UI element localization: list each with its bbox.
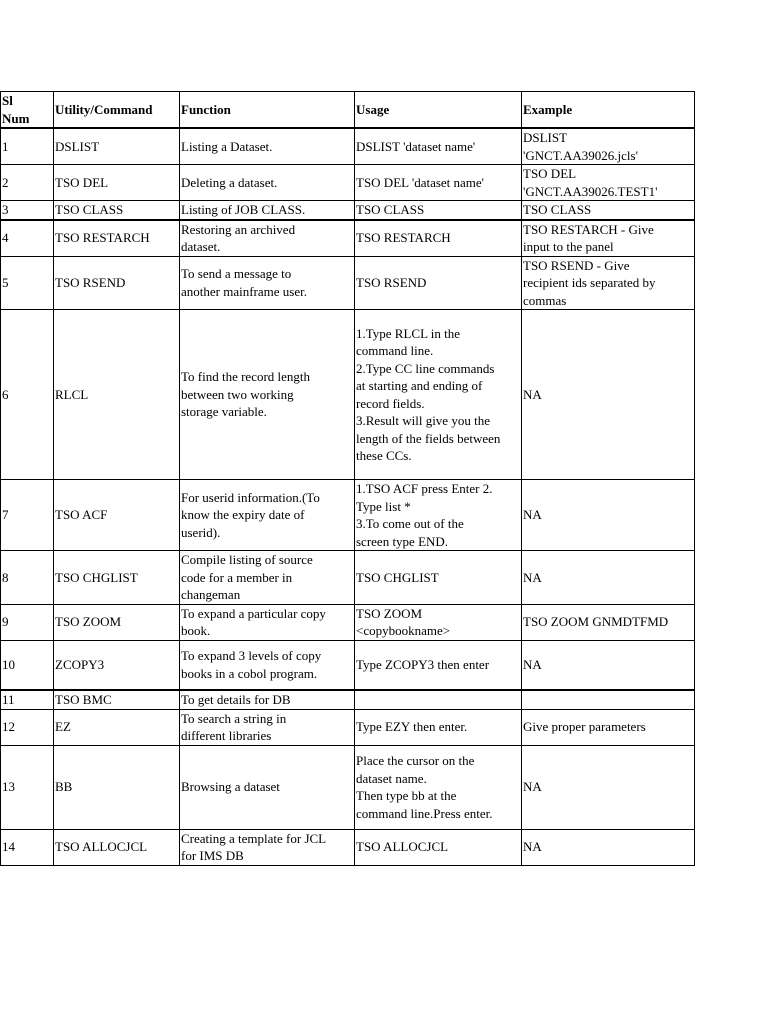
cell-function: To find the record length between two working storage variable. <box>180 310 355 480</box>
cell-num: 9 <box>1 604 54 640</box>
cell-command: TSO BMC <box>54 690 180 709</box>
cell-num: 12 <box>1 709 54 745</box>
cell-function: Creating a template for JCL for IMS DB <box>180 829 355 865</box>
table-row <box>1 604 695 640</box>
cell-usage: DSLIST 'dataset name' <box>355 128 522 165</box>
cell-example: TSO CLASS <box>522 201 695 220</box>
cell-example: Give proper parameters <box>522 709 695 745</box>
cell-usage: Place the cursor on the dataset name. Then type bb at the command line.Press enter. <box>355 745 522 829</box>
cell-command: ZCOPY3 <box>54 640 180 690</box>
cell-num: 5 <box>1 256 54 310</box>
table-row <box>1 640 695 690</box>
cell-usage: TSO DEL 'dataset name' <box>355 165 522 201</box>
cell-num: 11 <box>1 690 54 709</box>
cell-usage: Type ZCOPY3 then enter <box>355 640 522 690</box>
cell-function: To send a message to another mainframe user. <box>180 256 355 310</box>
header-utility-command: Utility/Command <box>54 92 180 129</box>
cell-usage: TSO CLASS <box>355 201 522 220</box>
cell-function: To search a string in different libraries <box>180 709 355 745</box>
cell-function: Listing a Dataset. <box>180 128 355 165</box>
header-example: Example <box>522 92 695 129</box>
cell-usage: TSO ALLOCJCL <box>355 829 522 865</box>
cell-function: To expand a particular copy book. <box>180 604 355 640</box>
cell-function: Compile listing of source code for a member in changeman <box>180 551 355 605</box>
cell-example: NA <box>522 640 695 690</box>
cell-usage: Type EZY then enter. <box>355 709 522 745</box>
cell-command: RLCL <box>54 310 180 480</box>
cell-function: To expand 3 levels of copy books in a cobol program. <box>180 640 355 690</box>
cell-num: 3 <box>1 201 54 220</box>
cell-num: 1 <box>1 128 54 165</box>
cell-function: For userid information.(To know the expiry date of userid). <box>180 480 355 551</box>
table-row <box>1 709 695 745</box>
cell-example: NA <box>522 551 695 605</box>
table-row <box>1 220 695 257</box>
cell-example <box>522 690 695 709</box>
cell-function: Restoring an archived dataset. <box>180 220 355 257</box>
cell-command: TSO DEL <box>54 165 180 201</box>
table-row <box>1 829 695 865</box>
cell-command: TSO RESTARCH <box>54 220 180 257</box>
cell-command: DSLIST <box>54 128 180 165</box>
cell-function: To get details for DB <box>180 690 355 709</box>
cell-num: 7 <box>1 480 54 551</box>
table-row <box>1 201 695 220</box>
cell-command: EZ <box>54 709 180 745</box>
cell-function: Browsing a dataset <box>180 745 355 829</box>
cell-command: TSO ZOOM <box>54 604 180 640</box>
table-row <box>1 551 695 605</box>
cell-command: BB <box>54 745 180 829</box>
cell-usage: 1.Type RLCL in the command line. 2.Type CC line commands at starting and ending of record fields. 3.Result will give you the length of the fields between these CCs. <box>355 310 522 480</box>
table-row <box>1 745 695 829</box>
table-row <box>1 128 695 165</box>
cell-num: 6 <box>1 310 54 480</box>
cell-usage: TSO CHGLIST <box>355 551 522 605</box>
cell-num: 8 <box>1 551 54 605</box>
cell-usage: TSO RESTARCH <box>355 220 522 257</box>
cell-command: TSO CLASS <box>54 201 180 220</box>
utility-command-table <box>0 91 695 866</box>
cell-example: TSO RESTARCH - Give input to the panel <box>522 220 695 257</box>
header-function: Function <box>180 92 355 129</box>
cell-example: TSO RSEND - Give recipient ids separated by commas <box>522 256 695 310</box>
table-row <box>1 690 695 709</box>
cell-function: Deleting a dataset. <box>180 165 355 201</box>
header-row <box>1 92 695 129</box>
header-usage: Usage <box>355 92 522 129</box>
cell-num: 10 <box>1 640 54 690</box>
cell-command: TSO RSEND <box>54 256 180 310</box>
table-row <box>1 480 695 551</box>
cell-example: NA <box>522 829 695 865</box>
table-row <box>1 165 695 201</box>
table-row <box>1 256 695 310</box>
cell-command: TSO ALLOCJCL <box>54 829 180 865</box>
cell-example: NA <box>522 745 695 829</box>
cell-num: 2 <box>1 165 54 201</box>
cell-usage: TSO ZOOM <copybookname> <box>355 604 522 640</box>
cell-example: TSO ZOOM GNMDTFMD <box>522 604 695 640</box>
cell-usage: 1.TSO ACF press Enter 2. Type list * 3.To come out of the screen type END. <box>355 480 522 551</box>
cell-example: DSLIST 'GNCT.AA39026.jcls' <box>522 128 695 165</box>
cell-command: TSO ACF <box>54 480 180 551</box>
cell-example: NA <box>522 310 695 480</box>
cell-num: 13 <box>1 745 54 829</box>
cell-example: TSO DEL 'GNCT.AA39026.TEST1' <box>522 165 695 201</box>
cell-usage: TSO RSEND <box>355 256 522 310</box>
table-row <box>1 310 695 480</box>
header-sl-num: Sl Num <box>1 92 54 129</box>
cell-example: NA <box>522 480 695 551</box>
cell-command: TSO CHGLIST <box>54 551 180 605</box>
cell-usage <box>355 690 522 709</box>
cell-num: 14 <box>1 829 54 865</box>
cell-function: Listing of JOB CLASS. <box>180 201 355 220</box>
cell-num: 4 <box>1 220 54 257</box>
